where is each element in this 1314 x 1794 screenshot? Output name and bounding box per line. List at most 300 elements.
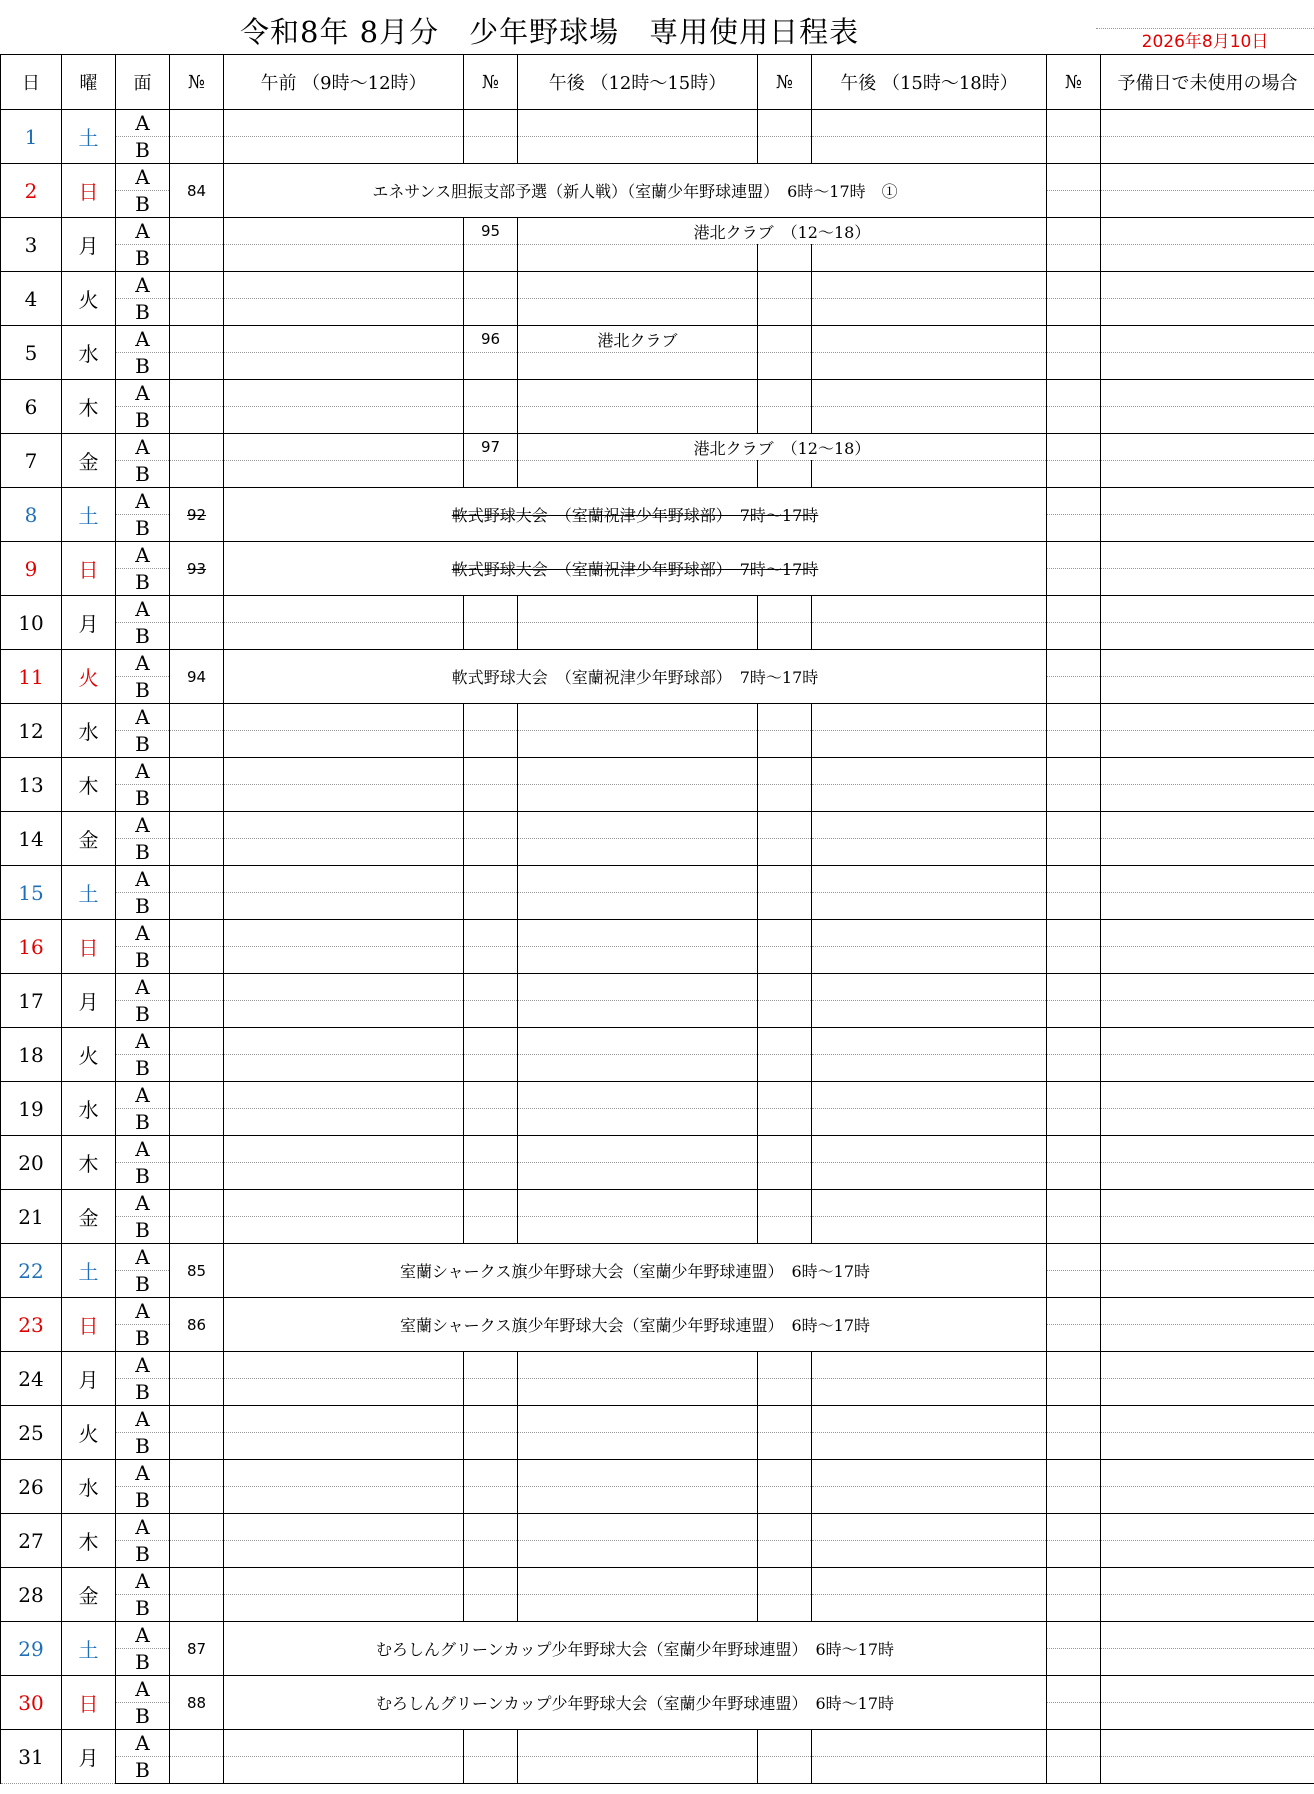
am-cell xyxy=(224,704,464,731)
header-pm2: 午後 （15時～18時） xyxy=(812,55,1047,110)
reserve-cell xyxy=(1101,1406,1314,1433)
am-no-cell xyxy=(170,1352,224,1379)
pm1-cell xyxy=(518,596,758,623)
table-row xyxy=(1,785,1314,812)
am-no-cell xyxy=(170,1028,224,1055)
pm1-cell xyxy=(518,866,758,893)
table-row xyxy=(1,1676,1314,1703)
day-number: 14 xyxy=(1,812,62,866)
pm2-cell xyxy=(812,758,1047,785)
weekday: 土 xyxy=(62,1244,116,1298)
reserve-no-cell xyxy=(1047,1244,1101,1271)
weekday: 月 xyxy=(62,596,116,650)
pm1-cell xyxy=(518,1217,758,1244)
weekday: 木 xyxy=(62,758,116,812)
day-number: 21 xyxy=(1,1190,62,1244)
reserve-no-cell xyxy=(1047,380,1101,407)
reserve-no-cell xyxy=(1047,1757,1101,1784)
reserve-cell xyxy=(1101,191,1314,218)
reserve-cell xyxy=(1101,569,1314,596)
pm2-cell xyxy=(812,245,1047,272)
day-number: 6 xyxy=(1,380,62,434)
event-name xyxy=(224,1676,1047,1730)
event-name-text: 室蘭シャークス旗少年野球大会（室蘭少年野球連盟） 6時～17時 xyxy=(399,1316,871,1335)
weekday: 木 xyxy=(62,380,116,434)
event-name: 港北クラブ （12～18） xyxy=(518,218,1047,245)
header-no-am: № xyxy=(170,55,224,110)
face-a: A xyxy=(116,1298,170,1325)
reserve-no-cell xyxy=(1047,1352,1101,1379)
pm2-cell xyxy=(812,137,1047,164)
event-number xyxy=(170,542,224,596)
pm2-no-cell xyxy=(758,1541,812,1568)
reserve-cell xyxy=(1101,1595,1314,1622)
pm2-no-cell xyxy=(758,1001,812,1028)
reserve-cell xyxy=(1101,353,1314,380)
event-number-text: 88 xyxy=(186,1693,207,1712)
weekday: 火 xyxy=(62,650,116,704)
pm1-no-cell xyxy=(464,1217,518,1244)
day-number: 26 xyxy=(1,1460,62,1514)
reserve-cell xyxy=(1101,515,1314,542)
pm2-no-cell xyxy=(758,1379,812,1406)
am-cell xyxy=(224,461,464,488)
face-a: A xyxy=(116,1352,170,1379)
pm2-no-cell xyxy=(758,1190,812,1217)
am-cell xyxy=(224,1433,464,1460)
pm1-cell xyxy=(518,758,758,785)
pm2-no-cell xyxy=(758,407,812,434)
day-number: 9 xyxy=(1,542,62,596)
pm1-no-cell xyxy=(464,110,518,137)
pm2-no-cell xyxy=(758,461,812,488)
event-name-text: エネサンス胆振支部予選（新人戦）（室蘭少年野球連盟） 6時～17時 ① xyxy=(372,182,898,201)
face-b: B xyxy=(116,839,170,866)
am-no-cell xyxy=(170,1055,224,1082)
header-row xyxy=(1,55,1314,110)
reserve-no-cell xyxy=(1047,1325,1101,1352)
pm2-cell xyxy=(812,947,1047,974)
pm1-no-cell xyxy=(464,1190,518,1217)
am-no-cell xyxy=(170,1217,224,1244)
weekday: 水 xyxy=(62,1082,116,1136)
day-number: 15 xyxy=(1,866,62,920)
reserve-no-cell xyxy=(1047,758,1101,785)
pm1-no-cell xyxy=(464,947,518,974)
am-no-cell xyxy=(170,1514,224,1541)
face-a: A xyxy=(116,1676,170,1703)
reserve-no-cell xyxy=(1047,245,1101,272)
face-b: B xyxy=(116,461,170,488)
pm2-cell xyxy=(812,1595,1047,1622)
page-header xyxy=(0,0,1314,54)
pm1-no-cell xyxy=(464,596,518,623)
reserve-no-cell xyxy=(1047,1703,1101,1730)
event-name: 港北クラブ xyxy=(518,326,758,353)
reserve-cell xyxy=(1101,245,1314,272)
table-row xyxy=(1,839,1314,866)
day-number: 5 xyxy=(1,326,62,380)
table-row xyxy=(1,407,1314,434)
pm1-no-cell xyxy=(464,839,518,866)
reserve-no-cell xyxy=(1047,1298,1101,1325)
reserve-no-cell xyxy=(1047,164,1101,191)
pm1-cell xyxy=(518,110,758,137)
am-cell xyxy=(224,326,464,353)
reserve-no-cell xyxy=(1047,731,1101,758)
table-row xyxy=(1,353,1314,380)
am-cell xyxy=(224,731,464,758)
face-a: A xyxy=(116,974,170,1001)
am-no-cell xyxy=(170,1568,224,1595)
reserve-no-cell xyxy=(1047,1460,1101,1487)
weekday: 土 xyxy=(62,488,116,542)
day-number: 23 xyxy=(1,1298,62,1352)
table-row xyxy=(1,434,1314,461)
reserve-cell xyxy=(1101,1217,1314,1244)
pm2-cell xyxy=(812,920,1047,947)
reserve-no-cell xyxy=(1047,1514,1101,1541)
am-no-cell xyxy=(170,1082,224,1109)
reserve-no-cell xyxy=(1047,974,1101,1001)
weekday: 金 xyxy=(62,1568,116,1622)
reserve-no-cell xyxy=(1047,704,1101,731)
face-b: B xyxy=(116,1379,170,1406)
reserve-cell xyxy=(1101,758,1314,785)
reserve-cell xyxy=(1101,1136,1314,1163)
am-cell xyxy=(224,1028,464,1055)
pm2-cell xyxy=(812,1190,1047,1217)
reserve-cell xyxy=(1101,137,1314,164)
weekday: 土 xyxy=(62,1622,116,1676)
face-a: A xyxy=(116,596,170,623)
table-row xyxy=(1,326,1314,353)
am-cell xyxy=(224,1055,464,1082)
issue-date: 2026年8月10日 xyxy=(1096,28,1314,55)
am-cell xyxy=(224,1352,464,1379)
face-b: B xyxy=(116,1163,170,1190)
pm2-no-cell xyxy=(758,704,812,731)
weekday: 月 xyxy=(62,1730,116,1784)
table-row xyxy=(1,1190,1314,1217)
face-b: B xyxy=(116,1433,170,1460)
weekday: 水 xyxy=(62,326,116,380)
face-b: B xyxy=(116,1649,170,1676)
pm1-cell xyxy=(518,137,758,164)
weekday: 水 xyxy=(62,1460,116,1514)
pm1-no-cell xyxy=(464,1757,518,1784)
pm2-cell xyxy=(812,461,1047,488)
face-a: A xyxy=(116,920,170,947)
am-cell xyxy=(224,1757,464,1784)
event-number-text: 86 xyxy=(186,1315,207,1334)
face-a: A xyxy=(116,1082,170,1109)
event-name-text: 軟式野球大会 （室蘭祝津少年野球部） 7時～17時 xyxy=(451,506,819,525)
face-a: A xyxy=(116,758,170,785)
weekday: 木 xyxy=(62,1136,116,1190)
pm1-cell xyxy=(518,893,758,920)
am-cell xyxy=(224,407,464,434)
face-a: A xyxy=(116,1568,170,1595)
pm1-cell xyxy=(518,407,758,434)
table-row xyxy=(1,1730,1314,1757)
face-a: A xyxy=(116,866,170,893)
pm1-cell xyxy=(518,245,758,272)
day-number: 22 xyxy=(1,1244,62,1298)
am-no-cell xyxy=(170,1001,224,1028)
face-a: A xyxy=(116,1622,170,1649)
day-number: 20 xyxy=(1,1136,62,1190)
face-b: B xyxy=(116,677,170,704)
am-cell xyxy=(224,1136,464,1163)
day-number: 31 xyxy=(1,1730,62,1784)
table-row xyxy=(1,1028,1314,1055)
table-row xyxy=(1,1352,1314,1379)
face-b: B xyxy=(116,569,170,596)
face-a: A xyxy=(116,1730,170,1757)
pm1-cell xyxy=(518,1379,758,1406)
face-a: A xyxy=(116,326,170,353)
table-row xyxy=(1,1541,1314,1568)
reserve-cell xyxy=(1101,1649,1314,1676)
am-no-cell xyxy=(170,920,224,947)
reserve-cell xyxy=(1101,1298,1314,1325)
table-row xyxy=(1,1514,1314,1541)
table-row xyxy=(1,164,1314,191)
event-name xyxy=(224,1244,1047,1298)
reserve-cell xyxy=(1101,299,1314,326)
reserve-no-cell xyxy=(1047,866,1101,893)
am-cell xyxy=(224,1406,464,1433)
reserve-cell xyxy=(1101,974,1314,1001)
reserve-no-cell xyxy=(1047,1595,1101,1622)
day-number: 11 xyxy=(1,650,62,704)
reserve-no-cell xyxy=(1047,1109,1101,1136)
pm2-cell xyxy=(812,1136,1047,1163)
reserve-cell xyxy=(1101,1325,1314,1352)
table-row xyxy=(1,272,1314,299)
table-row xyxy=(1,947,1314,974)
weekday: 金 xyxy=(62,434,116,488)
reserve-no-cell xyxy=(1047,191,1101,218)
day-number: 10 xyxy=(1,596,62,650)
reserve-cell xyxy=(1101,1352,1314,1379)
am-cell xyxy=(224,623,464,650)
am-no-cell xyxy=(170,1406,224,1433)
weekday: 日 xyxy=(62,1298,116,1352)
reserve-no-cell xyxy=(1047,1271,1101,1298)
pm2-cell xyxy=(812,1514,1047,1541)
pm1-cell xyxy=(518,947,758,974)
pm2-cell xyxy=(812,353,1047,380)
day-number: 4 xyxy=(1,272,62,326)
am-cell xyxy=(224,1487,464,1514)
day-number: 12 xyxy=(1,704,62,758)
day-number: 30 xyxy=(1,1676,62,1730)
face-a: A xyxy=(116,542,170,569)
reserve-no-cell xyxy=(1047,947,1101,974)
face-a: A xyxy=(116,434,170,461)
face-b: B xyxy=(116,191,170,218)
face-b: B xyxy=(116,137,170,164)
weekday: 土 xyxy=(62,866,116,920)
am-no-cell xyxy=(170,596,224,623)
reserve-no-cell xyxy=(1047,1487,1101,1514)
event-name-text: 軟式野球大会 （室蘭祝津少年野球部） 7時～17時 xyxy=(451,560,819,579)
pm1-no-cell xyxy=(464,1514,518,1541)
table-row xyxy=(1,1217,1314,1244)
face-b: B xyxy=(116,515,170,542)
face-b: B xyxy=(116,731,170,758)
event-name-text: 軟式野球大会 （室蘭祝津少年野球部） 7時～17時 xyxy=(451,668,819,687)
weekday: 木 xyxy=(62,1514,116,1568)
pm1-no-cell xyxy=(464,380,518,407)
am-cell xyxy=(224,947,464,974)
am-cell xyxy=(224,866,464,893)
event-name: 港北クラブ （12～18） xyxy=(518,434,1047,461)
reserve-cell xyxy=(1101,731,1314,758)
reserve-no-cell xyxy=(1047,1568,1101,1595)
pm1-cell xyxy=(518,623,758,650)
pm2-no-cell xyxy=(758,380,812,407)
pm2-no-cell xyxy=(758,1514,812,1541)
face-b: B xyxy=(116,893,170,920)
pm2-no-cell xyxy=(758,974,812,1001)
pm2-no-cell xyxy=(758,1163,812,1190)
table-row xyxy=(1,110,1314,137)
pm2-no-cell xyxy=(758,1352,812,1379)
pm2-cell xyxy=(812,326,1047,353)
pm2-no-cell xyxy=(758,785,812,812)
pm1-no-cell xyxy=(464,137,518,164)
pm2-no-cell xyxy=(758,1757,812,1784)
pm2-no-cell xyxy=(758,758,812,785)
reserve-no-cell xyxy=(1047,1082,1101,1109)
pm2-cell xyxy=(812,1757,1047,1784)
am-no-cell xyxy=(170,380,224,407)
am-cell xyxy=(224,434,464,461)
weekday: 金 xyxy=(62,812,116,866)
pm1-no-cell xyxy=(464,920,518,947)
am-cell xyxy=(224,272,464,299)
reserve-cell xyxy=(1101,866,1314,893)
reserve-no-cell xyxy=(1047,1136,1101,1163)
table-row xyxy=(1,299,1314,326)
pm1-cell xyxy=(518,1514,758,1541)
pm1-no-cell xyxy=(464,1595,518,1622)
header-no-reserve: № xyxy=(1047,55,1101,110)
table-row xyxy=(1,650,1314,677)
reserve-no-cell xyxy=(1047,326,1101,353)
reserve-no-cell xyxy=(1047,1163,1101,1190)
day-number: 1 xyxy=(1,110,62,164)
pm2-no-cell xyxy=(758,1055,812,1082)
reserve-cell xyxy=(1101,947,1314,974)
am-no-cell xyxy=(170,245,224,272)
face-a: A xyxy=(116,380,170,407)
am-no-cell xyxy=(170,839,224,866)
pm1-no-cell xyxy=(464,1028,518,1055)
event-number-text: 85 xyxy=(186,1261,207,1280)
weekday: 日 xyxy=(62,920,116,974)
am-no-cell xyxy=(170,758,224,785)
pm2-cell xyxy=(812,1730,1047,1757)
face-a: A xyxy=(116,650,170,677)
reserve-no-cell xyxy=(1047,1055,1101,1082)
pm2-cell xyxy=(812,839,1047,866)
day-number: 3 xyxy=(1,218,62,272)
am-cell xyxy=(224,1595,464,1622)
face-a: A xyxy=(116,1136,170,1163)
pm1-cell xyxy=(518,1487,758,1514)
am-cell xyxy=(224,920,464,947)
pm1-no-cell xyxy=(464,1568,518,1595)
pm1-no-cell xyxy=(464,1406,518,1433)
pm1-cell xyxy=(518,1082,758,1109)
pm1-no-cell xyxy=(464,704,518,731)
am-cell xyxy=(224,974,464,1001)
face-b: B xyxy=(116,1325,170,1352)
face-a: A xyxy=(116,1244,170,1271)
reserve-cell xyxy=(1101,1028,1314,1055)
pm1-no-cell xyxy=(464,407,518,434)
am-no-cell xyxy=(170,461,224,488)
table-row xyxy=(1,1136,1314,1163)
schedule-table xyxy=(0,54,1314,1784)
am-cell xyxy=(224,245,464,272)
weekday: 日 xyxy=(62,1676,116,1730)
reserve-no-cell xyxy=(1047,1028,1101,1055)
pm2-cell xyxy=(812,1109,1047,1136)
pm1-cell xyxy=(518,1190,758,1217)
reserve-no-cell xyxy=(1047,1001,1101,1028)
pm1-no-cell xyxy=(464,1730,518,1757)
weekday: 月 xyxy=(62,974,116,1028)
day-number: 16 xyxy=(1,920,62,974)
event-number xyxy=(170,1244,224,1298)
pm2-no-cell xyxy=(758,137,812,164)
reserve-no-cell xyxy=(1047,812,1101,839)
reserve-cell xyxy=(1101,1055,1314,1082)
pm1-cell xyxy=(518,461,758,488)
day-number: 24 xyxy=(1,1352,62,1406)
table-row xyxy=(1,461,1314,488)
pm2-cell xyxy=(812,1487,1047,1514)
header-no-pm2: № xyxy=(758,55,812,110)
pm1-no-cell xyxy=(464,866,518,893)
reserve-cell xyxy=(1101,1568,1314,1595)
pm1-no-cell xyxy=(464,1163,518,1190)
event-name xyxy=(224,1622,1047,1676)
pm2-no-cell xyxy=(758,1082,812,1109)
am-no-cell xyxy=(170,299,224,326)
pm1-no-cell xyxy=(464,353,518,380)
am-cell xyxy=(224,380,464,407)
am-cell xyxy=(224,596,464,623)
face-a: A xyxy=(116,1406,170,1433)
face-b: B xyxy=(116,1271,170,1298)
pm2-cell xyxy=(812,704,1047,731)
event-name-text: むろしんグリーンカップ少年野球大会（室蘭少年野球連盟） 6時～17時 xyxy=(375,1640,895,1659)
pm2-no-cell xyxy=(758,1730,812,1757)
pm2-no-cell xyxy=(758,1595,812,1622)
reserve-no-cell xyxy=(1047,650,1101,677)
table-row xyxy=(1,542,1314,569)
am-no-cell xyxy=(170,1190,224,1217)
pm1-no-cell xyxy=(464,1082,518,1109)
am-cell xyxy=(224,812,464,839)
event-number xyxy=(170,1298,224,1352)
